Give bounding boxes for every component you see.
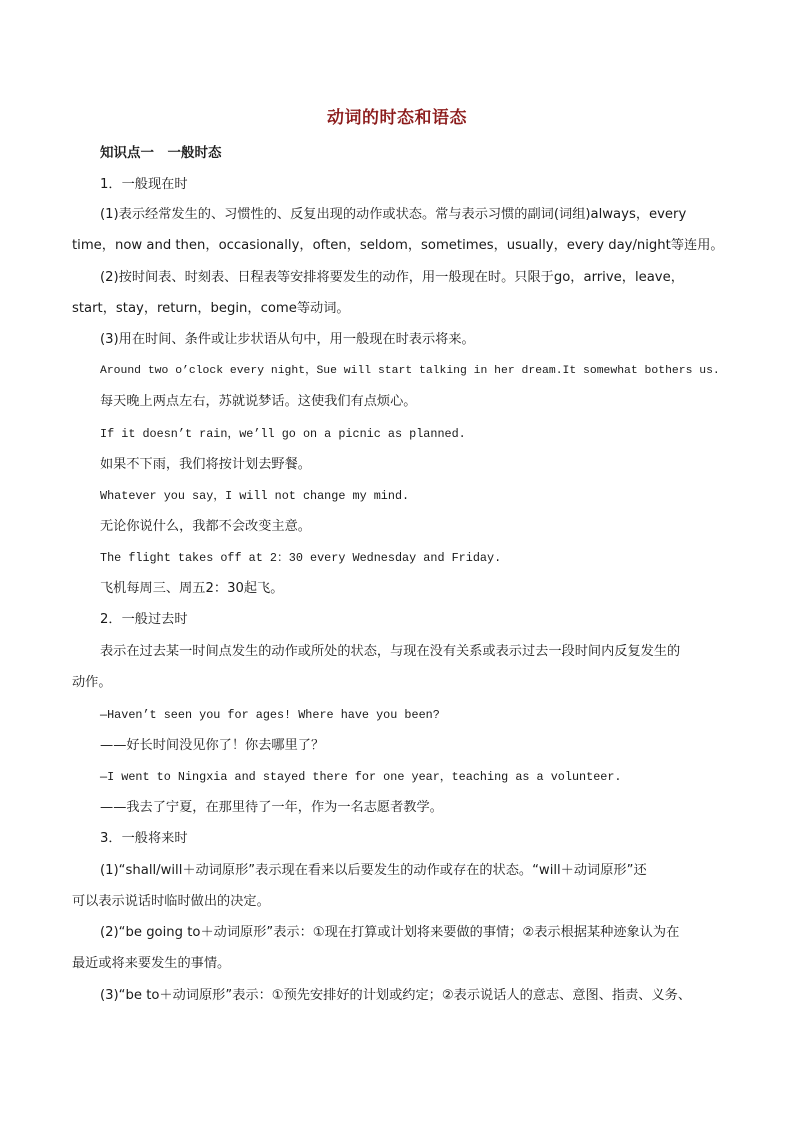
example-english: The flight takes off at 2：30 every Wednesday and Friday. <box>100 551 502 565</box>
dialogue-english: —I went to Ningxia and stayed there for one year，teaching as a volunteer. <box>100 770 622 784</box>
paragraph-line: (3)用在时间、条件或让步状语从句中，用一般现在时表示将来。 <box>100 332 475 347</box>
example-english: If it doesn’t rain，we’ll go on a picnic as planned. <box>100 427 466 441</box>
subheading-past-simple: 2．一般过去时 <box>100 612 188 627</box>
paragraph-line: (1)“shall/will＋动词原形”表示现在看来以后要发生的动作或存在的状态。“will＋动词原形”还 <box>100 863 647 878</box>
subheading-present-simple: 1．一般现在时 <box>100 177 188 192</box>
example-chinese: 飞机每周三、周五2：30起飞。 <box>100 581 284 596</box>
paragraph-line: 可以表示说话时临时做出的决定。 <box>72 894 270 909</box>
paragraph-line: (2)按时间表、时刻表、日程表等安排将要发生的动作，用一般现在时。只限于go，arrive，leave， <box>100 270 684 285</box>
section-heading: 知识点一 一般时态 <box>100 145 222 161</box>
dialogue-english: —Haven’t seen you for ages! Where have you been? <box>100 708 440 722</box>
example-chinese: 每天晚上两点左右，苏就说梦话。这使我们有点烦心。 <box>100 394 417 409</box>
paragraph-line: (3)“be to＋动词原形”表示：①预先安排好的计划或约定；②表示说话人的意志、意图、指责、义务、 <box>100 988 692 1003</box>
page-title: 动词的时态和语态 <box>327 108 467 128</box>
dialogue-chinese: ——我去了宁夏，在那里待了一年，作为一名志愿者教学。 <box>100 800 443 815</box>
paragraph-line: 动作。 <box>72 675 112 690</box>
example-english: Whatever you say，I will not change my mind. <box>100 489 410 503</box>
paragraph-line: 最近或将来要发生的事情。 <box>72 956 231 971</box>
example-english: Around two o’clock every night，Sue will start talking in her dream.It somewhat bothers us. <box>100 365 720 377</box>
paragraph-line: start，stay，return，begin，come等动词。 <box>72 301 350 316</box>
paragraph-line: (1)表示经常发生的、习惯性的、反复出现的动作或状态。常与表示习惯的副词(词组)always，every <box>100 207 687 222</box>
paragraph-line: (2)“be going to＋动词原形”表示：①现在打算或计划将来要做的事情；②表示根据某种迹象认为在 <box>100 925 680 940</box>
subheading-future-simple: 3．一般将来时 <box>100 831 188 846</box>
example-chinese: 如果不下雨，我们将按计划去野餐。 <box>100 457 311 472</box>
paragraph-line: time，now and then，occasionally，often，seldom，sometimes，usually，every day/night等连用。 <box>72 238 724 253</box>
dialogue-chinese: ——好长时间没见你了！你去哪里了？ <box>100 738 325 753</box>
example-chinese: 无论你说什么，我都不会改变主意。 <box>100 519 311 534</box>
paragraph-line: 表示在过去某一时间点发生的动作或所处的状态，与现在没有关系或表示过去一段时间内反复发生的 <box>100 644 681 659</box>
